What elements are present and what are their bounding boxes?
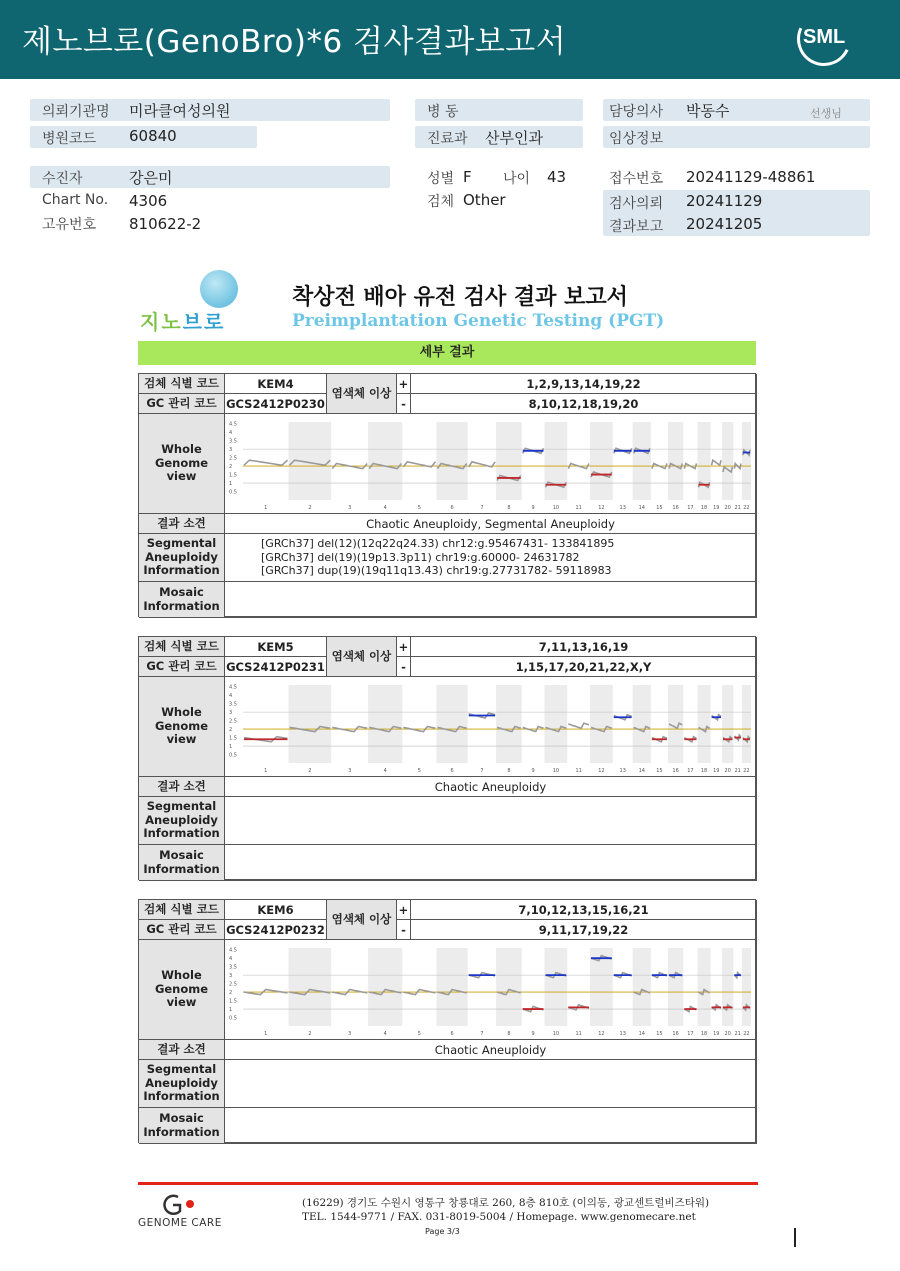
y-tick-label: 1 [228,1006,232,1013]
loss-chromosomes: 8,10,12,18,19,20 [411,394,757,414]
chromosome-band [721,685,732,763]
x-tick-label: 22 [742,1030,750,1037]
x-tick-label: 10 [552,504,559,511]
mosaic-label: Mosaic Information [139,582,225,618]
x-tick-label: 21 [733,767,741,774]
name-label: 수진자 [42,171,83,187]
x-tick-label: 14 [638,1030,645,1037]
pgt-report-subtitle: Preimplantation Genetic Testing (PGT) [292,311,665,331]
chromosome-band [632,948,650,1026]
whole-genome-label: Whole Genome view [139,414,225,514]
segmental-info [225,797,757,845]
chromosome-band [368,948,402,1026]
x-tick-label: 18 [700,504,707,511]
x-tick-label: 11 [574,1030,582,1037]
y-tick-label: 4.5 [228,421,237,428]
segmental-label: Segmental Aneuploidy Information [139,1060,225,1108]
x-tick-label: 16 [671,1030,679,1037]
segmental-line: [GRCh37] del(12)(12q22q24.33) chr12:g.95467431- 133841895 [261,537,615,551]
x-tick-label: 8 [506,504,511,511]
x-tick-label: 5 [417,504,421,511]
y-tick-label: 4 [228,955,232,962]
y-tick-label: 2.5 [228,718,237,725]
gain-chromosomes: 1,2,9,13,14,19,22 [411,374,757,394]
y-tick-label: 3 [228,972,232,979]
finding-value: Chaotic Aneuploidy [225,777,757,797]
y-tick-label: 3.5 [228,438,237,445]
segmental-info [225,534,757,582]
x-tick-label: 3 [347,1030,351,1037]
sample-code-value: KEM4 [225,374,327,394]
whole-genome-label: Whole Genome view [139,940,225,1040]
gc-code-value: GCS2412P0231 [225,657,327,677]
report-date-value: 20241205 [686,215,763,233]
sml-logo-text: SML [803,26,846,48]
unique-id-label: 고유번호 [42,217,97,233]
footer-address-block [302,1196,709,1224]
x-tick-label: 19 [712,1030,719,1037]
loss-chromosomes: 1,15,17,20,21,22,X,Y [411,657,757,677]
institution-value: 미라클여성의원 [129,102,231,120]
chromosome-band [496,948,522,1026]
chromosome-band [436,685,467,763]
mosaic-label: Mosaic Information [139,845,225,881]
x-tick-label: 13 [619,1030,626,1037]
x-tick-label: 21 [733,1030,741,1037]
page-number: Page 3/3 [425,1227,460,1236]
name-bar [30,166,390,188]
x-tick-label: 9 [531,767,535,774]
clinical-label: 임상정보 [609,131,664,147]
genome-care-name: GENOME CARE [138,1217,222,1229]
detail-results-header: 세부 결과 [138,341,756,365]
genobro-logo-text-1: 지노 [140,310,183,334]
sample-code-value: KEM5 [225,637,327,657]
x-tick-label: 8 [506,1030,511,1037]
chromosome-band [632,685,650,763]
sample-table [138,373,756,617]
segmental-info [225,1060,757,1108]
genome-care-logo [138,1193,228,1233]
x-tick-label: 15 [655,504,663,511]
sample-code-label: 검체 식별 코드 [139,637,225,657]
x-tick-label: 10 [552,1030,559,1037]
pgt-report-title: 착상전 배아 유전 검사 결과 보고서 [292,285,628,310]
footer-contact: TEL. 1544-9771 / FAX. 031-8019-5004 / Homepage. www.genomecare.net [302,1211,696,1223]
chromosome-band [288,685,331,763]
y-tick-label: 0.5 [228,1015,237,1022]
copy-number-points [711,460,720,465]
segmental-line: [GRCh37] dup(19)(19q11q13.43) chr19:g.27731782- 59118983 [261,564,612,578]
mosaic-value [225,845,757,881]
chromosome-band [697,948,710,1026]
y-tick-label: 4.5 [228,684,237,691]
x-tick-label: 21 [733,504,741,511]
x-tick-label: 2 [307,504,311,511]
y-tick-label: 1.5 [228,735,237,742]
chromosome-band [436,948,467,1026]
chromosome-band [741,685,750,763]
x-tick-label: 1 [263,504,267,511]
mosaic-value [225,1108,757,1144]
receipt-value: 20241129-48861 [686,168,816,186]
age-label: 나이 [503,171,531,187]
sml-logo [797,12,853,66]
y-tick-label: 0.5 [228,752,237,759]
finding-label: 결과 소견 [139,514,225,534]
x-tick-label: 19 [712,504,719,511]
unique-id-value: 810622-2 [129,215,202,233]
genobro-logo-text [140,306,225,335]
doctor-label: 담당의사 [609,104,664,120]
x-tick-label: 16 [671,767,679,774]
x-tick-label: 6 [449,504,454,511]
whole-genome-chart-cell [225,414,757,514]
specimen-value: Other [463,191,506,209]
chromosome-band [741,422,750,500]
chromosome-band [741,948,750,1026]
genobro-logo [140,270,250,334]
chromosome-band [368,422,402,500]
sample-table [138,899,756,1143]
age-value: 43 [547,168,567,186]
abnormal-label: 염색체 이상 [327,374,397,414]
y-tick-label: 3 [228,709,232,716]
x-tick-label: 17 [686,1030,694,1037]
footer-address: (16229) 경기도 수원시 영통구 창룡대로 260, 8층 810호 (이의동, 광교센트럴비즈타워) [302,1197,710,1209]
sample-code-value: KEM6 [225,900,327,920]
chromosome-band [496,422,522,500]
loss-sign: - [397,394,411,414]
x-tick-label: 10 [552,767,559,774]
x-tick-label: 17 [686,767,694,774]
name-value: 강은미 [129,169,173,187]
x-tick-label: 13 [619,767,626,774]
x-tick-label: 5 [417,1030,421,1037]
finding-label: 결과 소견 [139,1040,225,1060]
x-tick-label: 2 [307,767,311,774]
chromosome-band [590,422,613,500]
whole-genome-plot [227,416,755,512]
hospital-code-label: 병원코드 [42,131,97,147]
x-tick-label: 6 [449,1030,454,1037]
gain-chromosomes: 7,10,12,13,15,16,21 [411,900,757,920]
report-title: 제노브로(GenoBro)*6 검사결과보고서 [22,24,567,60]
doctor-suffix: 선생님 [810,107,842,120]
x-tick-label: 5 [417,767,421,774]
chart-no-label: Chart No. [42,192,109,208]
copy-number-points [568,723,589,728]
chromosome-band [544,685,567,763]
whole-genome-chart-cell [225,940,757,1040]
gain-sign: + [397,374,411,394]
loss-sign: - [397,657,411,677]
gc-code-value: GCS2412P0232 [225,920,327,940]
gc-code-label: GC 관리 코드 [139,394,225,414]
whole-genome-plot [227,679,755,775]
genome-care-logo-icon [160,1193,200,1217]
report-date-label: 결과보고 [609,219,664,235]
x-tick-label: 7 [479,1030,484,1037]
gc-code-label: GC 관리 코드 [139,920,225,940]
x-tick-label: 20 [723,1030,731,1037]
x-tick-label: 11 [574,767,582,774]
y-tick-label: 4 [228,692,232,699]
y-tick-label: 0.5 [228,489,237,496]
whole-genome-chart-cell [225,677,757,777]
y-tick-label: 2 [228,989,232,996]
y-tick-label: 1.5 [228,998,237,1005]
abnormal-label: 염색체 이상 [327,900,397,940]
x-tick-label: 15 [655,1030,663,1037]
genobro-logo-icon [200,270,238,308]
x-tick-label: 22 [742,504,750,511]
x-tick-label: 4 [383,767,387,774]
y-tick-label: 3 [228,446,232,453]
finding-value: Chaotic Aneuploidy, Segmental Aneuploidy [225,514,757,534]
y-tick-label: 1 [228,743,232,750]
sample-code-label: 검체 식별 코드 [139,900,225,920]
request-label: 검사의뢰 [609,196,664,212]
y-tick-label: 2.5 [228,455,237,462]
y-tick-label: 2.5 [228,981,237,988]
x-tick-label: 1 [263,1030,267,1037]
segmental-label: Segmental Aneuploidy Information [139,534,225,582]
copy-number-points [734,463,741,468]
chromosome-band [632,422,650,500]
dept-label: 진료과 [427,131,468,147]
y-tick-label: 3.5 [228,701,237,708]
chromosome-band [721,422,732,500]
chart-no-value: 4306 [129,192,168,210]
chromosome-band [288,948,331,1026]
x-tick-label: 3 [347,767,351,774]
y-tick-label: 4.5 [228,947,237,954]
x-tick-label: 3 [347,504,351,511]
x-tick-label: 2 [307,1030,311,1037]
gc-code-label: GC 관리 코드 [139,657,225,677]
x-tick-label: 7 [479,767,484,774]
segmental-line: [GRCh37] del(19)(19p13.3p11) chr19:g.60000- 24631782 [261,550,580,564]
gain-chromosomes: 7,11,13,16,19 [411,637,757,657]
chromosome-band [667,948,682,1026]
y-tick-label: 3.5 [228,964,237,971]
hospital-code-value: 60840 [129,127,177,145]
genobro-logo-text-2: 브로 [182,310,226,334]
copy-number-points [244,460,288,465]
x-tick-label: 18 [700,1030,707,1037]
x-tick-label: 7 [479,504,484,511]
whole-genome-plot [227,942,755,1038]
chromosome-band [544,948,567,1026]
x-tick-label: 12 [597,1030,605,1037]
y-tick-label: 2 [228,463,232,470]
footer-divider [138,1182,758,1185]
x-tick-label: 9 [531,1030,535,1037]
x-tick-label: 15 [655,767,663,774]
chromosome-band [721,948,732,1026]
x-tick-label: 11 [574,504,582,511]
gain-sign: + [397,900,411,920]
sample-code-label: 검체 식별 코드 [139,374,225,394]
chromosome-band [496,685,522,763]
finding-value: Chaotic Aneuploidy [225,1040,757,1060]
specimen-label: 검체 [427,194,455,210]
y-tick-label: 2 [228,726,232,733]
x-tick-label: 4 [383,504,387,511]
dept-value: 산부인과 [485,129,543,147]
x-tick-label: 13 [619,504,626,511]
x-tick-label: 22 [742,767,750,774]
x-tick-label: 14 [638,504,645,511]
x-tick-label: 4 [383,1030,387,1037]
chromosome-band [667,422,682,500]
x-tick-label: 12 [597,504,605,511]
chromosome-band [436,422,467,500]
gc-code-value: GCS2412P0230 [225,394,327,414]
request-value: 20241129 [686,192,763,210]
x-tick-label: 14 [638,767,645,774]
chromosome-band [544,422,567,500]
x-tick-label: 8 [506,767,511,774]
y-tick-label: 4 [228,429,232,436]
x-tick-label: 6 [449,767,454,774]
institution-label: 의뢰기관명 [42,104,110,120]
report-header [0,0,900,79]
x-tick-label: 18 [700,767,707,774]
x-tick-label: 9 [531,504,535,511]
x-tick-label: 20 [723,504,731,511]
loss-chromosomes: 9,11,17,19,22 [411,920,757,940]
y-tick-label: 1 [228,480,232,487]
chromosome-band [368,685,402,763]
mosaic-label: Mosaic Information [139,1108,225,1144]
whole-genome-label: Whole Genome view [139,677,225,777]
x-tick-label: 12 [597,767,605,774]
x-tick-label: 19 [712,767,719,774]
gain-sign: + [397,637,411,657]
loss-sign: - [397,920,411,940]
segmental-label: Segmental Aneuploidy Information [139,797,225,845]
sample-table [138,636,756,880]
receipt-label: 접수번호 [609,171,664,187]
abnormal-label: 염색체 이상 [327,637,397,677]
mosaic-value [225,582,757,618]
sex-label: 성별 [427,171,455,187]
ward-label: 병 동 [427,104,459,120]
x-tick-label: 17 [686,504,694,511]
chromosome-band [590,685,613,763]
x-tick-label: 1 [263,767,267,774]
doctor-value: 박동수 [686,102,730,120]
x-tick-label: 16 [671,504,679,511]
chromosome-band [697,685,710,763]
sex-value: F [463,168,472,186]
text-cursor [794,1228,796,1247]
finding-label: 결과 소견 [139,777,225,797]
y-tick-label: 1.5 [228,472,237,479]
x-tick-label: 20 [723,767,731,774]
